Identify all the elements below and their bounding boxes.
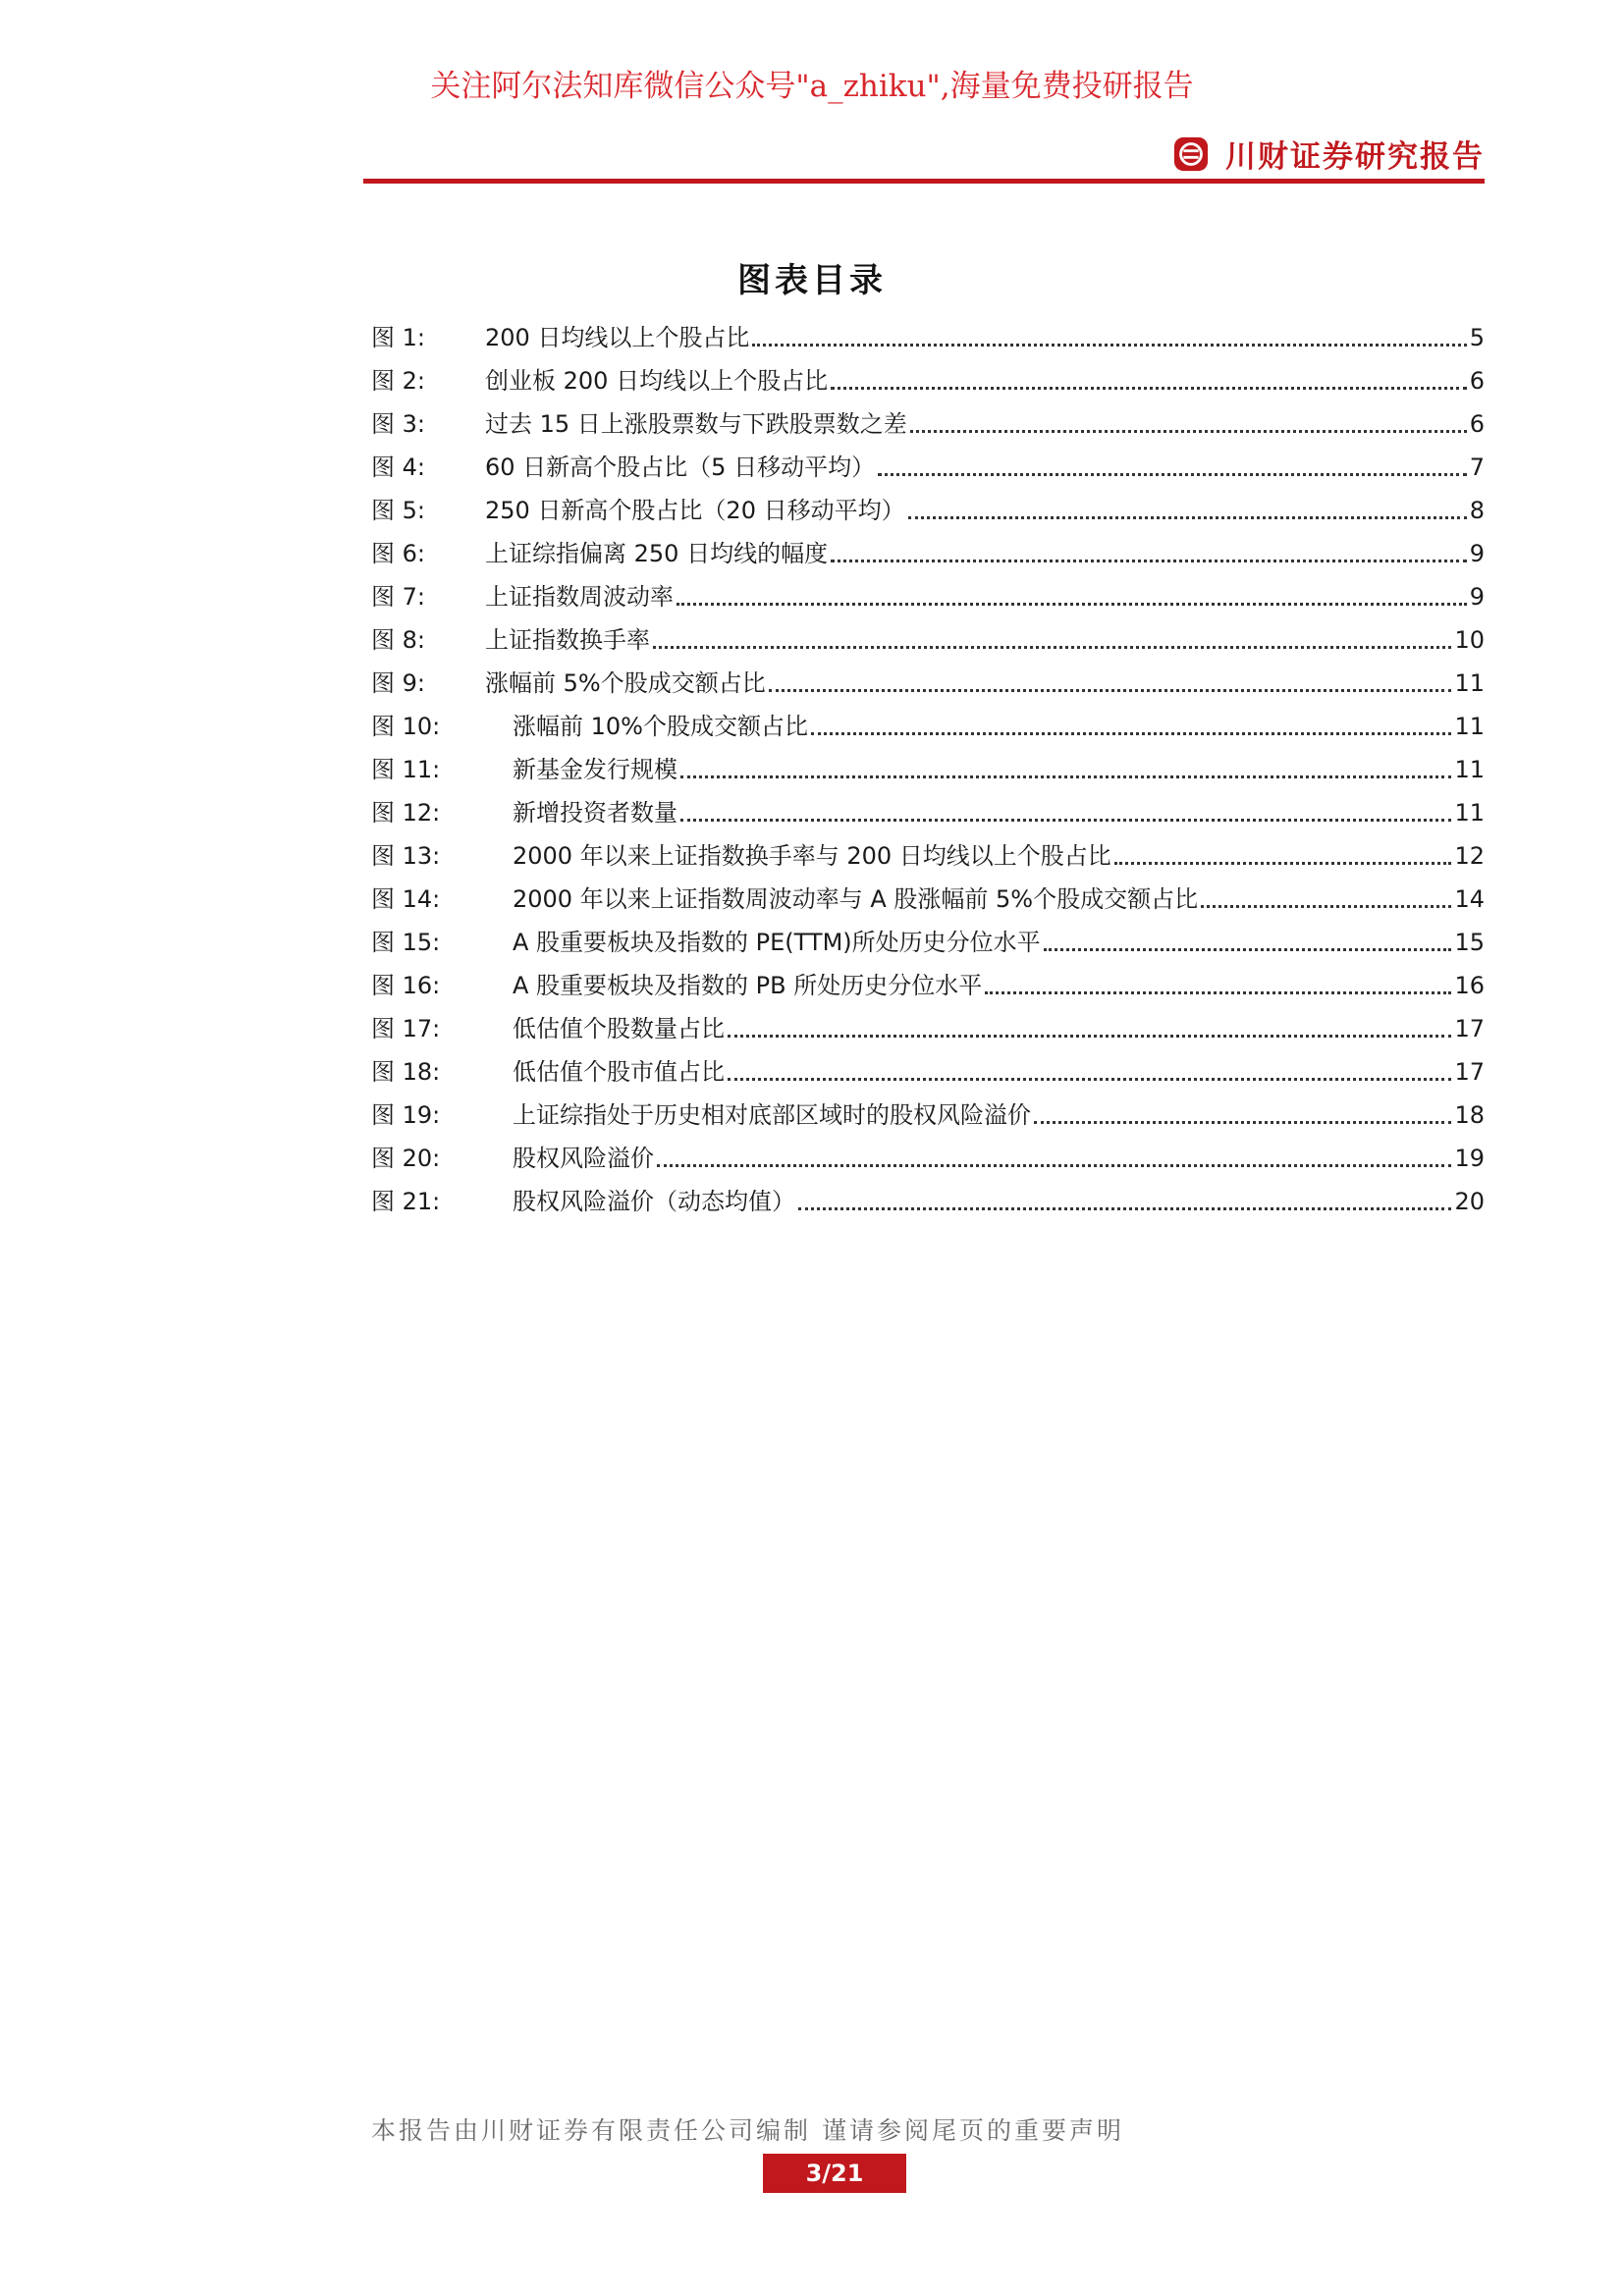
toc-entry[interactable] xyxy=(371,704,1485,747)
toc-entry-title: 上证指数周波动率 xyxy=(485,583,674,611)
toc-entry[interactable] xyxy=(371,833,1485,877)
toc-dot-leader xyxy=(798,1207,1451,1210)
toc-entry-title: 新基金发行规模 xyxy=(513,756,677,783)
toc-entry-label: 图 14: xyxy=(371,885,441,913)
toc-entry[interactable] xyxy=(371,1136,1485,1179)
toc-dot-leader xyxy=(1114,862,1452,865)
toc-dot-leader xyxy=(677,603,1467,606)
toc-entry-label: 图 7: xyxy=(371,583,425,611)
toc-entry-title: 低估值个股数量占比 xyxy=(513,1015,725,1042)
toc-entry-title: 200 日均线以上个股占比 xyxy=(485,324,750,351)
toc-dot-leader xyxy=(878,473,1467,476)
toc-entry-page: 6 xyxy=(1469,410,1485,438)
toc-dot-leader xyxy=(728,1078,1451,1081)
toc-entry[interactable] xyxy=(371,531,1485,574)
toc-entry-page: 19 xyxy=(1454,1145,1485,1172)
toc-entry-label: 图 20: xyxy=(371,1145,441,1172)
toc-entry-title: 过去 15 日上涨股票数与下跌股票数之差 xyxy=(485,410,907,438)
toc-entry-title: 股权风险溢价 xyxy=(513,1145,654,1172)
toc-entry-label: 图 6: xyxy=(371,540,425,567)
toc-entry-page: 9 xyxy=(1469,540,1485,567)
toc-dot-leader xyxy=(985,991,1451,994)
toc-entry-page: 12 xyxy=(1454,842,1485,870)
toc-entry-page: 16 xyxy=(1454,972,1485,999)
toc-entry-title: A 股重要板块及指数的 PB 所处历史分位水平 xyxy=(513,972,983,999)
toc-entry[interactable] xyxy=(371,445,1485,488)
toc-entry-page: 7 xyxy=(1469,454,1485,481)
toc-entry-title: 股权风险溢价（动态均值） xyxy=(513,1188,795,1215)
toc-entry-title: 250 日新高个股占比（20 日移动平均） xyxy=(485,497,905,524)
footer-disclaimer: 本报告由川财证券有限责任公司编制 谨请参阅尾页的重要声明 xyxy=(371,2116,1124,2145)
toc-entry-title: 2000 年以来上证指数周波动率与 A 股涨幅前 5%个股成交额占比 xyxy=(513,885,1199,913)
toc-entry-page: 11 xyxy=(1454,756,1485,783)
toc-entry-label: 图 12: xyxy=(371,799,441,827)
toc-entry-page: 9 xyxy=(1469,583,1485,611)
toc-entry[interactable] xyxy=(371,661,1485,704)
toc-entry-page: 11 xyxy=(1454,669,1485,697)
toc-entry-label: 图 16: xyxy=(371,972,441,999)
toc-entry-label: 图 4: xyxy=(371,454,425,481)
toc-entry[interactable] xyxy=(371,920,1485,963)
toc-entry-page: 14 xyxy=(1454,885,1485,913)
toc-dot-leader xyxy=(657,1164,1451,1167)
toc-entry-title: 60 日新高个股占比（5 日移动平均） xyxy=(485,454,876,481)
toc-entry-page: 11 xyxy=(1454,799,1485,827)
toc-entry[interactable] xyxy=(371,790,1485,833)
toc-dot-leader xyxy=(910,430,1467,433)
toc-entry-title: A 股重要板块及指数的 PE(TTM)所处历史分位水平 xyxy=(513,929,1041,956)
toc-entry-page: 5 xyxy=(1469,324,1485,351)
toc-entry-label: 图 17: xyxy=(371,1015,441,1042)
toc-entry[interactable] xyxy=(371,574,1485,617)
toc-entry-label: 图 3: xyxy=(371,410,425,438)
toc-dot-leader xyxy=(1044,948,1452,951)
toc-entry[interactable] xyxy=(371,877,1485,920)
figure-toc-list xyxy=(371,315,1485,1222)
toc-entry-title: 低估值个股市值占比 xyxy=(513,1058,725,1086)
toc-entry[interactable] xyxy=(371,963,1485,1006)
toc-entry-label: 图 15: xyxy=(371,929,441,956)
toc-entry-page: 18 xyxy=(1454,1101,1485,1129)
toc-entry-label: 图 21: xyxy=(371,1188,441,1215)
toc-entry-title: 新增投资者数量 xyxy=(513,799,677,827)
toc-entry-title: 上证指数换手率 xyxy=(485,626,650,654)
toc-dot-leader xyxy=(908,516,1467,519)
toc-entry[interactable] xyxy=(371,617,1485,661)
toc-entry-title: 上证综指处于历史相对底部区域时的股权风险溢价 xyxy=(513,1101,1031,1129)
toc-entry[interactable] xyxy=(371,401,1485,445)
toc-entry[interactable] xyxy=(371,1093,1485,1136)
toc-entry-page: 15 xyxy=(1454,929,1485,956)
toc-entry[interactable] xyxy=(371,358,1485,401)
toc-dot-leader xyxy=(831,387,1467,390)
brand-header xyxy=(1172,132,1485,176)
toc-entry[interactable] xyxy=(371,488,1485,531)
toc-entry-label: 图 11: xyxy=(371,756,441,783)
toc-dot-leader xyxy=(811,732,1451,735)
toc-dot-leader xyxy=(1034,1121,1451,1124)
toc-entry[interactable] xyxy=(371,1006,1485,1049)
toc-dot-leader xyxy=(728,1035,1451,1038)
toc-entry-label: 图 8: xyxy=(371,626,425,654)
toc-entry-page: 10 xyxy=(1454,626,1485,654)
toc-entry-label: 图 19: xyxy=(371,1101,441,1129)
toc-entry[interactable] xyxy=(371,1179,1485,1222)
toc-title: 图表目录 xyxy=(737,261,887,300)
toc-entry-page: 17 xyxy=(1454,1058,1485,1086)
toc-entry-label: 图 2: xyxy=(371,367,425,395)
toc-entry-label: 图 13: xyxy=(371,842,441,870)
toc-dot-leader xyxy=(680,775,1451,778)
toc-entry-title: 涨幅前 10%个股成交额占比 xyxy=(513,713,808,740)
toc-entry-label: 图 10: xyxy=(371,713,441,740)
toc-entry-page: 8 xyxy=(1469,497,1485,524)
toc-entry-page: 20 xyxy=(1454,1188,1485,1215)
toc-entry-title: 创业板 200 日均线以上个股占比 xyxy=(485,367,829,395)
toc-entry-title: 涨幅前 5%个股成交额占比 xyxy=(485,669,766,697)
toc-entry[interactable] xyxy=(371,315,1485,358)
toc-dot-leader xyxy=(769,689,1452,692)
toc-dot-leader xyxy=(752,344,1466,347)
toc-entry-label: 图 9: xyxy=(371,669,425,697)
header-divider xyxy=(363,179,1485,184)
page-number-badge: 3/21 xyxy=(763,2154,906,2193)
toc-entry[interactable] xyxy=(371,747,1485,790)
toc-entry-title: 上证综指偏离 250 日均线的幅度 xyxy=(485,540,829,567)
toc-entry-page: 17 xyxy=(1454,1015,1485,1042)
brand-logo-icon xyxy=(1172,135,1210,173)
toc-dot-leader xyxy=(653,646,1451,649)
promo-banner: 关注阿尔法知库微信公众号"a_zhiku",海量免费投研报告 xyxy=(430,69,1194,104)
toc-dot-leader xyxy=(831,560,1467,562)
toc-entry-label: 图 5: xyxy=(371,497,425,524)
toc-entry-page: 11 xyxy=(1454,713,1485,740)
toc-entry[interactable] xyxy=(371,1049,1485,1093)
toc-dot-leader xyxy=(680,819,1451,822)
toc-entry-label: 图 1: xyxy=(371,324,425,351)
toc-entry-title: 2000 年以来上证指数换手率与 200 日均线以上个股占比 xyxy=(513,842,1111,870)
toc-entry-label: 图 18: xyxy=(371,1058,441,1086)
toc-dot-leader xyxy=(1201,905,1451,908)
toc-entry-page: 6 xyxy=(1469,367,1485,395)
brand-name: 川财证券研究报告 xyxy=(1225,139,1485,175)
